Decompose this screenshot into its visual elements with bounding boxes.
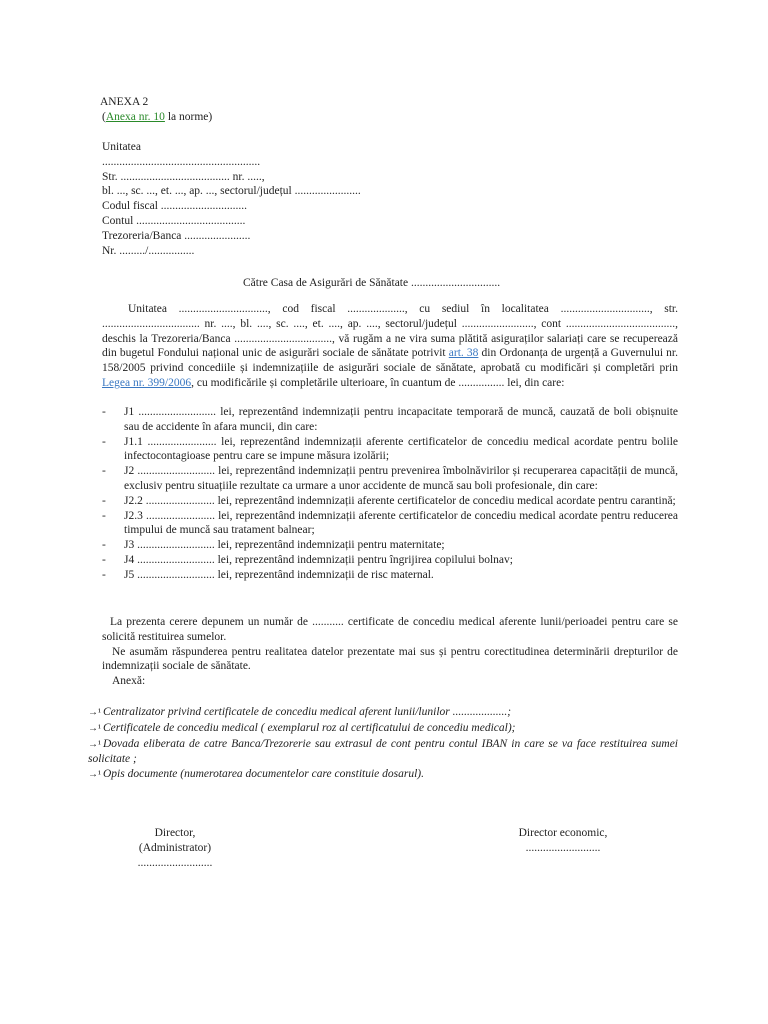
director-signature [120, 826, 230, 870]
attachment-item [88, 705, 678, 721]
list-item-j1 [102, 405, 678, 435]
list-dash: - [102, 539, 106, 552]
list-item-j2-3 [102, 509, 678, 539]
list-item-j5 [102, 568, 678, 583]
list-item-text: J2.2 ........................ lei, reprezentând indemnizații aferente certificatelor de concediu medical acordate pentru carantină; [124, 494, 676, 507]
number-line: Nr. ........./................ [102, 244, 195, 257]
annex-ref-rest: la norme) [164, 110, 213, 123]
annex-ref-link[interactable]: Anexa nr. 10 [105, 110, 165, 123]
attachment-text: Centralizator privind certificatele de concediu medical aferent lunii/lunilor ...................; [103, 706, 512, 718]
unit-name-line: ....................................................... [102, 155, 261, 168]
unit-label: Unitatea [102, 141, 141, 153]
art-38-link[interactable]: art. 38 [448, 347, 479, 360]
economic-director-signature-line: .......................... [525, 841, 601, 854]
economic-director-title: Director economic, [518, 827, 608, 839]
list-dash: - [102, 465, 106, 478]
annex-reference [100, 110, 212, 125]
director-title: Director, [154, 827, 196, 839]
list-item-j1-1 [102, 435, 678, 465]
list-item-text: J1 ........................... lei, reprezentând indemnizații pentru incapacitate temporară de muncă, cauzată de boli obișnuite sau de accidente în afara muncii, din care: [124, 406, 678, 433]
annex-title: ANEXA 2 [100, 96, 149, 108]
law-399-link[interactable]: Legea nr. 399/2006 [102, 376, 192, 389]
paragraph-text-3: , cu modificările și completările ulterioare, în cuantum de ................ lei, din care: [191, 376, 565, 389]
paragraph-text-2: din Ordonanța de urgență a Guvernului nr. 158/2005 privind concediile și indemnizațiile de asigurări sociale de sănătate, aprobată cu modificări și completări prin [102, 347, 678, 375]
arrow-icon: →¹ [88, 722, 101, 734]
building-line: bl. ..., sc. ..., et. ..., ap. ..., sectorul/județul ....................... [102, 185, 361, 198]
list-item-text: J4 ........................... lei, reprezentând indemnizații pentru îngrijirea copilului bolnav; [124, 553, 513, 566]
list-item-text: J3 ........................... lei, reprezentând indemnizații pentru maternitate; [124, 539, 445, 552]
responsibility-paragraph [102, 645, 678, 675]
list-dash: - [102, 568, 106, 581]
list-item-j3 [102, 538, 678, 553]
attachments-list [88, 705, 678, 783]
annex-header [100, 95, 212, 125]
list-item-j2-2 [102, 494, 678, 509]
annex-label: Anexă: [112, 675, 146, 688]
attachment-item [88, 767, 678, 783]
director-signature-line: .......................... [137, 856, 213, 869]
main-paragraph [102, 302, 678, 391]
unit-info-block [102, 140, 361, 258]
economic-director-signature [488, 826, 638, 856]
arrow-icon: →¹ [88, 738, 101, 750]
street-line: Str. ...................................... nr. ....., [102, 170, 265, 183]
list-item-j2 [102, 464, 678, 494]
closing-paragraphs [102, 615, 678, 689]
fiscal-code-line: Codul fiscal .............................. [102, 200, 248, 213]
attachment-text: Dovada eliberata de catre Banca/Trezorerie sau extrasul de cont pentru contul IBAN in care se va face restituirea sumei solicitate ; [88, 737, 678, 766]
arrow-icon: →¹ [88, 707, 101, 718]
list-item-text: J2.3 ........................ lei, reprezentând indemnizații aferente certificatelor de concediu medical acordate pentru reducerea timpului de muncă sau tratament balnear; [124, 509, 678, 537]
bank-line: Trezoreria/Banca ....................... [102, 229, 251, 242]
para2-text: La prezenta cerere depunem un număr de ........... certificate de concediu medical aferente lunii/perioadei pentru care se solicită restituirea sumelor. [102, 616, 678, 643]
annex-label-row [102, 674, 678, 689]
list-item-text: J1.1 ........................ lei, reprezentând indemnizații aferente certificatelor de concediu medical acordate pentru bolile infectocontagioase pentru care se impune măsura izolării; [124, 435, 678, 463]
list-item-text: J5 ........................... lei, reprezentând indemnizații de risc maternal. [124, 568, 434, 581]
attachment-text: Certificatele de concediu medical ( exemplarul roz al certificatului de concediu medical); [103, 721, 516, 734]
list-item-j4 [102, 553, 678, 568]
director-subtitle: (Administrator) [138, 841, 212, 854]
indemnity-list [102, 405, 678, 583]
attachment-item [88, 737, 678, 768]
certificates-count-paragraph [102, 615, 678, 645]
para3-text: Ne asumăm răspunderea pentru realitatea datelor prezentate mai sus și pentru corectitudinea determinării drepturilor de indemnizații sociale de sănătate. [102, 645, 678, 673]
attachment-item [88, 721, 678, 737]
list-dash: - [102, 509, 106, 522]
addressee: Către Casa de Asigurări de Sănătate ............................... [243, 277, 501, 289]
annex-ref-open: ( [102, 110, 106, 123]
list-dash: - [102, 406, 106, 418]
list-dash: - [102, 553, 106, 566]
list-dash: - [102, 494, 106, 507]
list-dash: - [102, 435, 106, 448]
attachment-text: Opis documente (numerotarea documentelor care constituie dosarul). [103, 768, 424, 781]
paragraph-text-1: Unitatea ..............................., cod fiscal ...................., cu sediul în localitatea ..............................., str. .................................. nr. ...., bl. ...., sc. ...., et. ...., ap. ...., sectorul/județul ........................., cont ......................................, deschis la Trezoreria/Banca .................................., vă rugăm a ne vira suma plătită asiguraților salariați care se recuperează din bugetul Fondului național unic de asigurări sociale de sănătate potrivit [102, 303, 678, 360]
account-line: Contul ...................................... [102, 214, 246, 227]
arrow-icon: →¹ [88, 769, 101, 781]
list-item-text: J2 ........................... lei, reprezentând indemnizații pentru prevenirea îmbolnăvirilor și recuperarea capacității de muncă, exclusiv pentru situațiile rezultate ca urmare a unor accidente de muncă sau boli profesionale, din care: [124, 465, 678, 492]
